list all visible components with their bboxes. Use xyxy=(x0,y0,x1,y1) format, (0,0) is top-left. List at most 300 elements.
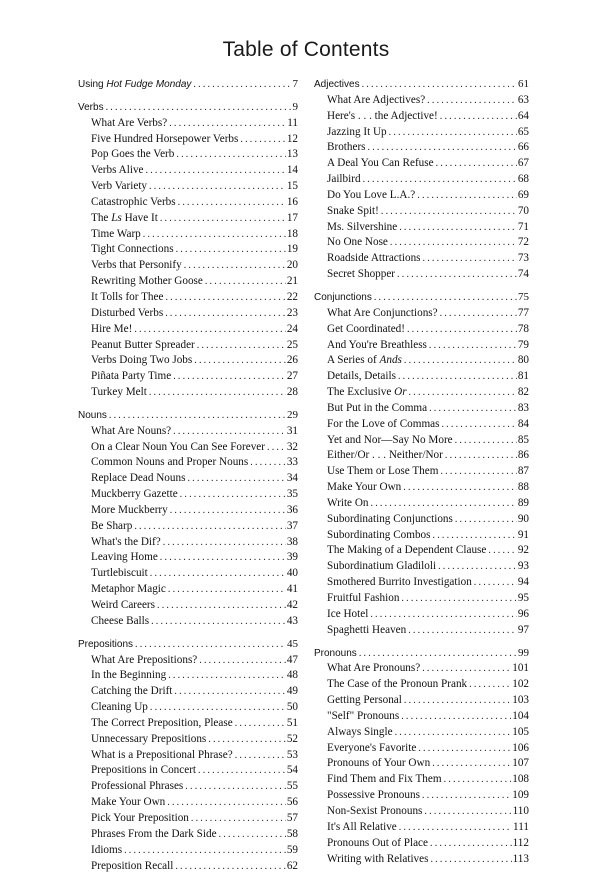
toc-entry-pronouns-of-your-own xyxy=(314,756,529,772)
toc-entry-find-them-and-fix-them xyxy=(314,772,529,788)
dot-leader xyxy=(444,772,512,788)
entry-title-text: Professional Phrases xyxy=(91,780,184,793)
entry-title xyxy=(91,566,150,582)
section-title xyxy=(78,408,109,424)
entry-title xyxy=(91,353,194,369)
entry-title-text: Everyone's Favorite xyxy=(327,741,417,754)
entry-title xyxy=(327,836,430,852)
dot-leader xyxy=(440,306,517,322)
entry-title xyxy=(91,290,165,306)
entry-title-text: Verbs Alive xyxy=(91,164,144,177)
entry-title xyxy=(327,677,469,693)
page-number: 31 xyxy=(286,424,298,437)
entry-title-text: Turkey Melt xyxy=(91,386,147,399)
dot-leader xyxy=(197,338,286,354)
page-number: 36 xyxy=(286,503,298,516)
entry-title xyxy=(327,693,404,709)
dot-leader xyxy=(174,684,285,700)
entry-title-text: Preposition Recall xyxy=(91,859,174,872)
entry-title-text: Time Warp xyxy=(91,227,141,240)
entry-title-text: What Are Prepositions? xyxy=(91,653,198,666)
entry-title-emphasis: Ls xyxy=(111,211,122,224)
page-number: 37 xyxy=(286,519,298,532)
toc-entry-verb-variety xyxy=(78,179,298,195)
entry-title-emphasis: Ands xyxy=(379,354,402,367)
page-number: 77 xyxy=(517,306,529,319)
dot-leader xyxy=(173,424,286,440)
entry-title xyxy=(327,852,430,868)
toc-section-block xyxy=(314,77,529,283)
page-number: 86 xyxy=(517,449,529,462)
page-number: 79 xyxy=(517,338,529,351)
page-number: 43 xyxy=(286,614,298,627)
entry-title-text: Replace Dead Nouns xyxy=(91,472,186,485)
dot-leader xyxy=(208,732,286,748)
dot-leader xyxy=(124,843,286,859)
section-title xyxy=(314,77,362,93)
entry-title-text: What Are Conjunctions? xyxy=(327,306,438,319)
page-number: 78 xyxy=(517,322,529,335)
page-number: 70 xyxy=(517,204,529,217)
toc-section-block xyxy=(78,637,298,875)
dot-leader xyxy=(390,235,517,251)
entry-title xyxy=(327,369,398,385)
dot-leader xyxy=(429,338,517,354)
toc-entry-here-s-the-adjective xyxy=(314,109,529,125)
dot-leader xyxy=(235,748,286,764)
toc-entry-verbs-doing-two-jobs xyxy=(78,353,298,369)
entry-title-text: Secret Shopper xyxy=(327,268,396,281)
page-number: 12 xyxy=(286,132,298,145)
entry-title xyxy=(327,188,417,204)
toc-entry-ice-hotel xyxy=(314,607,529,623)
page-number: 48 xyxy=(286,669,298,682)
entry-title xyxy=(91,322,134,338)
entry-title-text: Ms. Silvershine xyxy=(327,220,398,233)
toc-entry-pick-your-preposition xyxy=(78,811,298,827)
dot-leader xyxy=(109,408,286,424)
entry-title-text: Peanut Butter Spreader xyxy=(91,338,195,351)
entry-title-text: Pop Goes the Verb xyxy=(91,148,175,161)
toc-section-adjectives xyxy=(314,77,529,93)
dot-leader xyxy=(363,172,517,188)
entry-title-text: Common Nouns and Proper Nouns xyxy=(91,456,249,469)
dot-leader xyxy=(134,322,285,338)
dot-leader xyxy=(408,623,517,639)
toc-entry-subordinatium-gladiloli xyxy=(314,559,529,575)
page-number: 63 xyxy=(517,93,529,106)
entry-title xyxy=(91,424,173,440)
toc-entry-details-details xyxy=(314,369,529,385)
toc-entry-professional-phrases xyxy=(78,779,298,795)
entry-title-text: Subordinating Conjunctions xyxy=(327,512,453,525)
entry-title xyxy=(327,788,422,804)
section-title xyxy=(78,100,106,116)
dot-leader xyxy=(422,788,511,804)
page-number: 19 xyxy=(286,243,298,256)
entry-title xyxy=(327,772,444,788)
toc-entry-pi-ata-party-time xyxy=(78,369,298,385)
entry-title xyxy=(327,204,381,220)
toc-entry-cheese-balls xyxy=(78,614,298,630)
toc-entry-jailbird xyxy=(314,172,529,188)
page-number: 113 xyxy=(512,852,529,865)
toc-entry-replace-dead-nouns xyxy=(78,471,298,487)
dot-leader xyxy=(176,147,285,163)
dot-leader xyxy=(175,859,285,875)
entry-title-text: Pick Your Preposition xyxy=(91,811,189,824)
dot-leader xyxy=(397,267,517,283)
toc-entry-subordinating-combos xyxy=(314,528,529,544)
toc-entry-what-is-a-prepositional-phrase xyxy=(78,748,298,764)
entry-title xyxy=(327,464,440,480)
entry-title xyxy=(91,487,180,503)
page-number: 51 xyxy=(286,716,298,729)
entry-title-text: Five Hundred Horsepower Verbs xyxy=(91,132,239,145)
page-number: 50 xyxy=(286,701,298,714)
entry-title-text: Metaphor Magic xyxy=(91,583,166,596)
toc-section-pronouns xyxy=(314,646,529,662)
toc-entry-preposition-recall xyxy=(78,859,298,875)
toc-entry-and-you-re-breathless xyxy=(314,338,529,354)
entry-title-emphasis: Hot Fudge Monday xyxy=(106,79,192,90)
toc-entry-catastrophic-verbs xyxy=(78,195,298,211)
dot-leader xyxy=(362,77,517,93)
dot-leader xyxy=(165,306,286,322)
entry-title-text: Jailbird xyxy=(327,173,361,186)
entry-title-text: Spaghetti Heaven xyxy=(327,623,407,636)
entry-title xyxy=(91,179,149,195)
dot-leader xyxy=(163,535,286,551)
dot-leader xyxy=(194,353,286,369)
dot-leader xyxy=(407,322,517,338)
toc-entry-do-you-love-l-a xyxy=(314,188,529,204)
page-number: 101 xyxy=(512,662,529,675)
page-number: 59 xyxy=(286,843,298,856)
entry-title xyxy=(91,653,199,669)
toc-entry-what-are-adjectives xyxy=(314,93,529,109)
toc-entry-tight-connections xyxy=(78,242,298,258)
toc-entry-it-tolls-for-thee xyxy=(78,290,298,306)
toc-section-conjunctions xyxy=(314,290,529,306)
page-number: 39 xyxy=(286,551,298,564)
entry-title-text: For the Love of Commas xyxy=(327,417,440,430)
entry-title-text: The Correct Preposition, Please xyxy=(91,716,233,729)
entry-title xyxy=(327,417,441,433)
toc-entry-the-correct-preposition-please xyxy=(78,716,298,732)
dot-leader xyxy=(143,227,286,243)
toc-entry-getting-personal xyxy=(314,693,529,709)
dot-leader xyxy=(432,756,511,772)
entry-title-text: Details, Details xyxy=(327,370,396,383)
toc-section-nouns xyxy=(78,408,298,424)
toc-entry-time-warp xyxy=(78,227,298,243)
entry-title xyxy=(91,503,170,519)
page-number: 65 xyxy=(517,125,529,138)
dot-leader xyxy=(191,811,286,827)
page-number: 26 xyxy=(286,354,298,367)
page-number: 108 xyxy=(512,773,529,786)
page-number: 102 xyxy=(512,678,529,691)
toc-entry-a-series-of-ands xyxy=(314,353,529,369)
entry-title-text: Smothered Burrito Investigation xyxy=(327,576,472,589)
dot-leader xyxy=(401,591,516,607)
toc-entry-write-on xyxy=(314,496,529,512)
toc-entry-fruitful-fashion xyxy=(314,591,529,607)
toc-section-block xyxy=(78,100,298,401)
dot-leader xyxy=(240,132,285,148)
toc-entry-for-the-love-of-commas xyxy=(314,417,529,433)
entry-title-text: Non-Sexist Pronouns xyxy=(327,804,423,817)
entry-title xyxy=(327,804,424,820)
toc-entry-non-sexist-pronouns xyxy=(314,804,529,820)
entry-title-text: Catastrophic Verbs xyxy=(91,195,176,208)
toc-entry-always-single xyxy=(314,725,529,741)
page-number: 17 xyxy=(286,211,298,224)
dot-leader xyxy=(180,487,286,503)
entry-title-text: Write On xyxy=(327,496,369,509)
page-number: 87 xyxy=(517,465,529,478)
entry-title-text: Muckberry Gazette xyxy=(91,488,178,501)
entry-title xyxy=(91,385,149,401)
dot-leader xyxy=(199,653,286,669)
entry-title xyxy=(91,684,174,700)
dot-leader xyxy=(368,140,517,156)
entry-title-text: Using xyxy=(78,79,107,90)
entry-title xyxy=(327,220,399,236)
entry-title xyxy=(91,795,167,811)
dot-leader xyxy=(205,274,286,290)
toc-entry-what-are-prepositions xyxy=(78,653,298,669)
entry-title-text: Rewriting Mother Goose xyxy=(91,275,203,288)
dot-leader xyxy=(441,417,516,433)
entry-title xyxy=(91,550,160,566)
entry-title xyxy=(327,93,427,109)
toc-entry-smothered-burrito-investigation xyxy=(314,575,529,591)
page-number: 106 xyxy=(512,741,529,754)
entry-title-text: Getting Personal xyxy=(327,694,402,707)
toc-entry-what-are-nouns xyxy=(78,424,298,440)
toc-entry-jazzing-it-up xyxy=(314,125,529,141)
toc-entry-phrases-from-the-dark-side xyxy=(78,827,298,843)
page-title: Table of Contents xyxy=(222,38,390,61)
entry-title xyxy=(91,242,176,258)
dot-leader xyxy=(168,582,286,598)
dot-leader xyxy=(374,290,517,306)
entry-title-text: Leaving Home xyxy=(91,551,158,564)
dot-leader xyxy=(169,116,286,132)
page-number: 85 xyxy=(517,433,529,446)
dot-leader xyxy=(184,258,286,274)
entry-title xyxy=(327,741,418,757)
toc-entry-it-s-all-relative xyxy=(314,820,529,836)
entry-title xyxy=(327,512,455,528)
page-number: 42 xyxy=(286,599,298,611)
entry-title xyxy=(327,156,436,172)
page-number: 111 xyxy=(513,820,529,833)
entry-title-text: Verbs that Personify xyxy=(91,259,182,272)
page-number: 112 xyxy=(512,836,529,849)
toc-entry-either-or-neither-nor xyxy=(314,448,529,464)
page-number: 72 xyxy=(517,236,529,249)
toc-entry-brothers xyxy=(314,140,529,156)
toc-entry-what-are-pronouns xyxy=(314,661,529,677)
entry-title-text: Weird Careers xyxy=(91,599,156,611)
dot-leader xyxy=(219,827,286,843)
dot-leader xyxy=(398,369,517,385)
page-number: 16 xyxy=(286,195,298,208)
entry-title xyxy=(91,716,235,732)
page-number: 13 xyxy=(286,148,298,161)
page-number: 47 xyxy=(286,653,298,666)
entry-title-text: Jazzing It Up xyxy=(327,125,387,138)
entry-title xyxy=(327,480,403,496)
page-number: 22 xyxy=(286,290,298,303)
page-number: 58 xyxy=(286,827,298,840)
page-number: 38 xyxy=(286,535,298,548)
toc-entry-make-your-own xyxy=(78,795,298,811)
entry-title-text: Tight Connections xyxy=(91,243,174,256)
entry-title-text: Always Single xyxy=(327,725,393,738)
dot-leader xyxy=(187,471,285,487)
toc-section-block xyxy=(78,77,298,93)
entry-title xyxy=(327,575,474,591)
dot-leader xyxy=(436,156,517,172)
entry-title-text: No One Nose xyxy=(327,236,388,249)
toc-entry-a-deal-you-can-refuse xyxy=(314,156,529,172)
dot-leader xyxy=(371,496,517,512)
entry-title xyxy=(327,756,432,772)
toc-entry-peanut-butter-spreader xyxy=(78,338,298,354)
page-number: 18 xyxy=(286,227,298,240)
entry-title xyxy=(327,109,440,125)
entry-title xyxy=(327,125,389,141)
page-number: 64 xyxy=(517,109,529,122)
entry-title xyxy=(327,306,440,322)
entry-title-text: Fruitful Fashion xyxy=(327,592,400,604)
page-number: 33 xyxy=(286,456,298,469)
dot-leader xyxy=(359,646,517,662)
page-number: 97 xyxy=(517,623,529,636)
dot-leader xyxy=(170,503,286,519)
entry-title xyxy=(327,496,371,512)
dot-leader xyxy=(403,480,517,496)
dot-leader xyxy=(267,440,286,456)
entry-title xyxy=(91,306,165,322)
dot-leader xyxy=(198,763,286,779)
page-number: 52 xyxy=(286,732,298,745)
dot-leader xyxy=(488,543,516,559)
dot-leader xyxy=(157,598,286,614)
entry-title xyxy=(327,709,401,725)
entry-title-text: What Are Nouns? xyxy=(91,424,172,437)
page-number: 40 xyxy=(286,567,298,580)
toc-entry-pop-goes-the-verb xyxy=(78,147,298,163)
page-number: 81 xyxy=(517,370,529,383)
dot-leader xyxy=(404,693,511,709)
page-number: 110 xyxy=(512,804,529,817)
toc-entry-muckberry-gazette xyxy=(78,487,298,503)
entry-title-text: Pronouns xyxy=(314,647,357,659)
page-number: 73 xyxy=(517,252,529,265)
entry-title-text: It Tolls for Thee xyxy=(91,290,164,303)
entry-title xyxy=(327,140,368,156)
page-number: 104 xyxy=(512,709,529,722)
dot-leader xyxy=(424,804,511,820)
entry-title-text: Conjunctions xyxy=(314,291,372,303)
toc-entry-snake-spit xyxy=(314,204,529,220)
dot-leader xyxy=(455,433,517,449)
dot-leader xyxy=(440,464,516,480)
dot-leader xyxy=(193,77,291,93)
page-number: 28 xyxy=(286,386,298,399)
dot-leader xyxy=(134,519,285,535)
page-number: 56 xyxy=(286,796,298,809)
entry-title-text: Be Sharp xyxy=(91,519,133,532)
page-number: 49 xyxy=(286,685,298,698)
dot-leader xyxy=(146,163,286,179)
entry-title xyxy=(91,598,157,614)
dot-leader xyxy=(135,637,286,653)
toc-entry-catching-the-drift xyxy=(78,684,298,700)
page-number: 88 xyxy=(517,481,529,494)
entry-title-text: Turtlebiscuit xyxy=(91,567,148,580)
toc-entry-what-are-verbs xyxy=(78,116,298,132)
entry-title-text: What is a Prepositional Phrase? xyxy=(91,748,233,761)
entry-title xyxy=(91,859,175,875)
entry-title xyxy=(327,591,401,607)
entry-title xyxy=(91,455,250,471)
page-number: 23 xyxy=(286,306,298,319)
section-title xyxy=(314,646,359,662)
entry-title xyxy=(91,147,176,163)
dot-leader xyxy=(429,401,517,417)
toc-entry-hire-me xyxy=(78,322,298,338)
toc-entry-writing-with-relatives xyxy=(314,852,529,868)
entry-title xyxy=(91,132,240,148)
toc-entry-no-one-nose xyxy=(314,235,529,251)
dot-leader xyxy=(427,93,517,109)
entry-title-text: In the Beginning xyxy=(91,669,167,682)
entry-title-text: Do You Love L.A.? xyxy=(327,188,416,201)
dot-leader xyxy=(178,195,286,211)
entry-title-text: Use Them or Lose Them xyxy=(327,465,439,478)
toc-section-verbs xyxy=(78,100,298,116)
page-number: 25 xyxy=(286,338,298,351)
page-number: 90 xyxy=(517,512,529,525)
entry-title-text: Yet and Nor—Say No More xyxy=(327,433,453,446)
entry-title xyxy=(327,820,399,836)
dot-leader xyxy=(401,709,511,725)
toc-section-prepositions xyxy=(78,637,298,653)
entry-title-text: Nouns xyxy=(78,409,107,421)
page-number: 61 xyxy=(518,78,529,90)
page-number: 89 xyxy=(517,496,529,509)
entry-title xyxy=(91,338,197,354)
page-number: 9 xyxy=(292,100,298,113)
page-number: 14 xyxy=(286,164,298,177)
entry-title-text: Brothers xyxy=(327,141,366,154)
dot-leader xyxy=(430,836,512,852)
dot-leader xyxy=(151,614,286,630)
entry-title xyxy=(327,172,363,188)
entry-title-text: But Put in the Comma xyxy=(327,401,428,414)
page-number: 41 xyxy=(286,583,298,596)
entry-title xyxy=(91,763,198,779)
entry-title xyxy=(91,811,191,827)
page-number: 29 xyxy=(287,408,298,421)
toc-entry-yet-and-nor-say-no-more xyxy=(314,433,529,449)
